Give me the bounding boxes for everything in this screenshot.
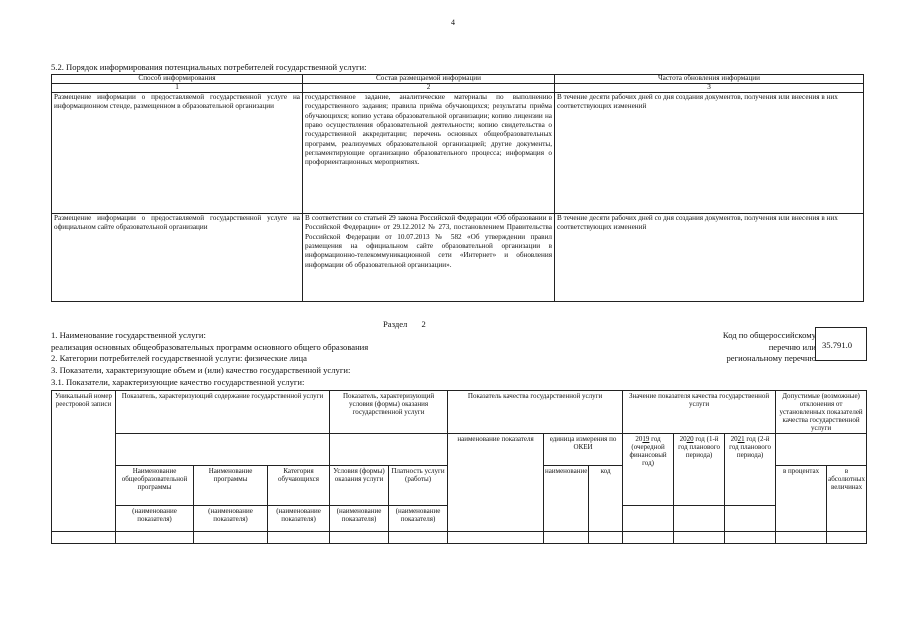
indicator-name-note: (наименование показателя): [268, 506, 330, 532]
header-frequency: Частота обновления информации: [555, 75, 864, 84]
header-conditions-indicator: Показатель, характеризующий условия (формы) оказания государственной услуги: [330, 391, 448, 434]
header-allowed-deviations: Допустимые (возможные) отклонения от установленных показателей качества государственной услуги: [776, 391, 867, 434]
code-label: Код по общероссийскому: [722, 330, 816, 340]
header-service-fee: Платность услуги (работы): [389, 466, 448, 506]
table-header-row: [52, 75, 864, 84]
header-year-1: 2019 год (очередной финансовый год): [623, 434, 674, 506]
service-name-value: реализация основных общеобразовательных программ основного общего образования: [51, 342, 369, 352]
indicator-name-note: (наименование показателя): [194, 506, 268, 532]
header-unit-name: наименование: [544, 466, 589, 532]
info-frequency: В течение десяти рабочих дней со дня создания документов, получения или внесения в них соответствующих изменений: [555, 213, 864, 301]
consumer-category: 2. Категории потребителей государственной услуги: физические лица: [51, 353, 307, 363]
header-unique-number: Уникальный номер реестровой записи: [52, 391, 116, 532]
code-label: перечню или: [768, 342, 816, 352]
quality-indicators-heading: 3.1. Показатели, характеризующие качество государственной услуги:: [51, 377, 305, 387]
column-number: 2: [303, 83, 555, 92]
info-frequency: В течение десяти рабочих дней со дня создания документов, получения или внесения в них соответствующих изменений: [555, 92, 864, 213]
table-row: [52, 532, 867, 544]
indicators-heading: 3. Показатели, характеризующие объем и (или) качество государственной услуги:: [51, 365, 351, 375]
registry-code-value: 35.791.0: [822, 340, 853, 350]
table-row: [52, 92, 864, 213]
header-absolute-values: в абсолютных величинах: [827, 466, 867, 532]
header-unit-code: код: [589, 466, 623, 532]
header-method: Способ информирования: [52, 75, 303, 84]
table-row: [52, 213, 864, 301]
section-5-2-title: 5.2. Порядок информирования потенциальных потребителей государственной услуги:: [51, 62, 367, 72]
info-content: В соответствии со статьей 29 закона Российской Федерации «Об образовании в Российской Федерации» от 29.12.2012 № 273, постановлением Правительства Российской Федерации от 10.07.2013 № 582 «Об утверждении правил размещения на официальном сайте образовательной организации в информационно-телекоммуникационной сети «Интернет» и обновления информации об образовательной организации».: [303, 213, 555, 301]
page-number: 4: [451, 18, 455, 27]
header-measurement-unit: единица измерения по ОКЕИ: [544, 434, 623, 466]
table-number-row: [52, 83, 864, 92]
info-method: Размещение информации о предоставляемой государственной услуге на информационном стенде, размещенном в образовательной организации: [52, 92, 303, 213]
indicator-name-note: (наименование показателя): [116, 506, 194, 532]
indicator-name-note: (наименование показателя): [330, 506, 389, 532]
header-content: Состав размещаемой информации: [303, 75, 555, 84]
header-quality-indicator: Показатель качества государственной услуги: [448, 391, 623, 434]
column-number: 3: [555, 83, 864, 92]
header-program: Наименование программы: [194, 466, 268, 506]
header-indicator-name: наименование показателя: [448, 434, 544, 532]
column-number: 1: [52, 83, 303, 92]
indicator-name-note: (наименование показателя): [389, 506, 448, 532]
code-label: региональному перечню: [726, 353, 816, 363]
section-heading: Раздел 2: [383, 319, 426, 329]
header-content-indicator: Показатель, характеризующий содержание государственной услуги: [116, 391, 330, 434]
header-year-2: 2020 год (1-й год планового периода): [674, 434, 725, 506]
info-content: государственное задание, аналитические материалы по выполнению государственного задания; правила приёма обучающихся; результаты приёма обучающихся; копию устава образовательной организации; копию лицензии на право осуществления образовательной деятельности; копию свидетельства о государственной аккредитации; перечень основных общеобразовательных программ, реализуемых образовательной организацией; другие документы, регламентирующие организацию образовательного процесса; информация о профориентационных мероприятиях.: [303, 92, 555, 213]
header-year-3: 2021 год (2-й год планового периода): [725, 434, 776, 506]
quality-indicators-table: [51, 390, 867, 544]
header-student-category: Категория обучающихся: [268, 466, 330, 506]
header-program-name: Наименование общеобразовательной программы: [116, 466, 194, 506]
service-name-label: 1. Наименование государственной услуги:: [51, 330, 206, 340]
header-in-percent: в процентах: [776, 466, 827, 532]
info-method: Размещение информации о предоставляемой государственной услуге на официальном сайте образовательной организации: [52, 213, 303, 301]
header-service-conditions: Условия (формы) оказания услуги: [330, 466, 389, 506]
information-procedure-table: [51, 74, 864, 302]
header-indicator-values: Значение показателя качества государственной услуги: [623, 391, 776, 434]
